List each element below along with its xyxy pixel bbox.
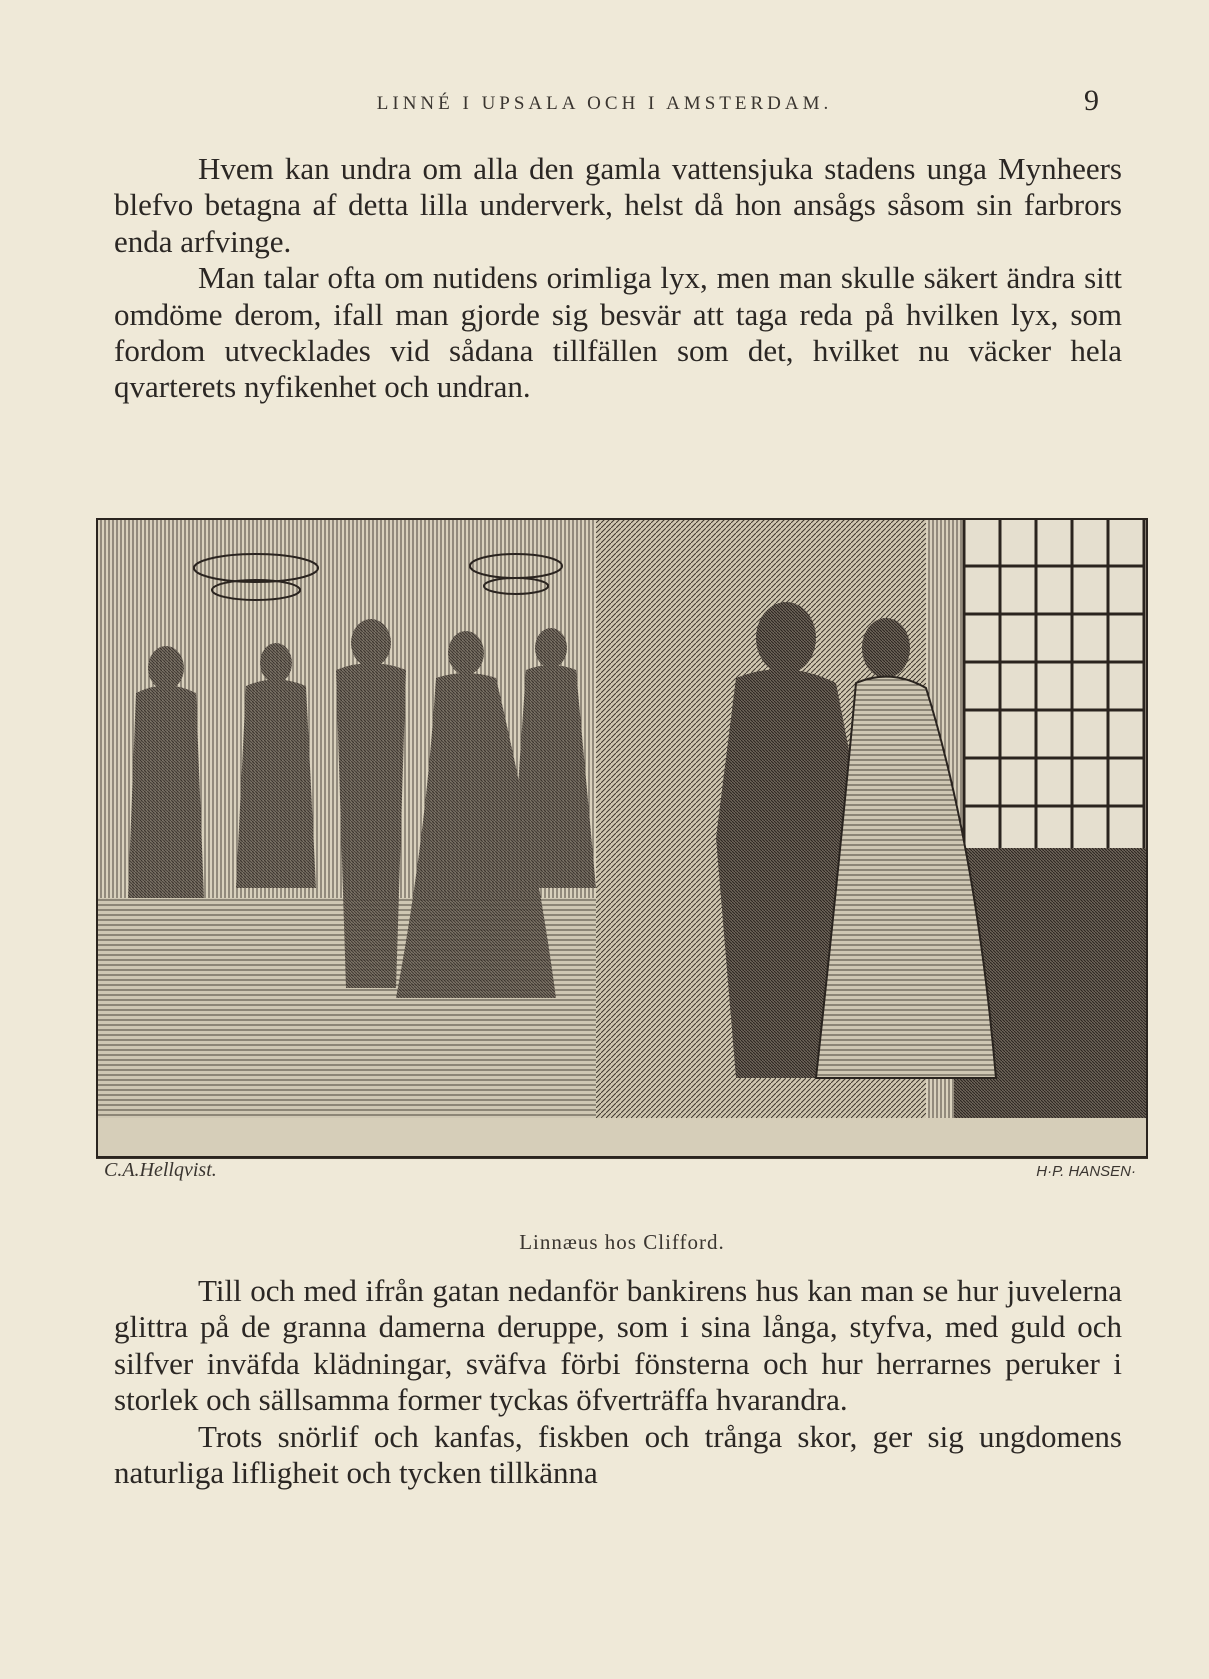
engraver-signature: H·P. HANSEN· [1036,1163,1136,1180]
engraving-illustration [96,518,1148,1194]
paragraph: Trots snörlif och kanfas, fiskben och trånga skor, ger sig ungdomens naturliga lifligheit och tycken tillkänna [114,1418,1122,1491]
running-title: LINNÉ I UPSALA OCH I AMSTERDAM. [376,93,833,114]
running-head [110,84,1099,124]
engraving-scene [96,518,1148,1158]
text-block-top [114,151,1122,406]
figure-caption: Linnæus hos Clifford. [519,1230,725,1254]
page-number: 9 [1084,84,1099,117]
paragraph: Till och med ifrån gatan nedanför bankirens hus kan man se hur juvelerna glittra på de granna damerna deruppe, som i sina långa, styfva, med guld och silfver inväfda klädningar, sväfva förbi fönsterna och hur herrarnes peruker i storlek och sällsamma former tyckas öfverträffa hvarandra. [114,1273,1122,1418]
paragraph: Hvem kan undra om alla den gamla vattensjuka stadens unga Mynheers blefvo betagna af detta lilla underverk, helst då hon ansågs såsom sin farbrors enda arfvinge. [114,151,1122,259]
paragraph: Man talar ofta om nutidens orimliga lyx, men man skulle säkert ändra sitt omdöme derom, ifall man gjorde sig besvär att taga reda på hvilken lyx, som fordom utvecklades vid sådana tillfällen som det, hvilket nu väcker hela qvarterets nyfikenhet och undran. [114,260,1122,405]
text-block-bottom [114,1273,1122,1491]
artist-signature: C.A.Hellqvist. [104,1159,217,1181]
